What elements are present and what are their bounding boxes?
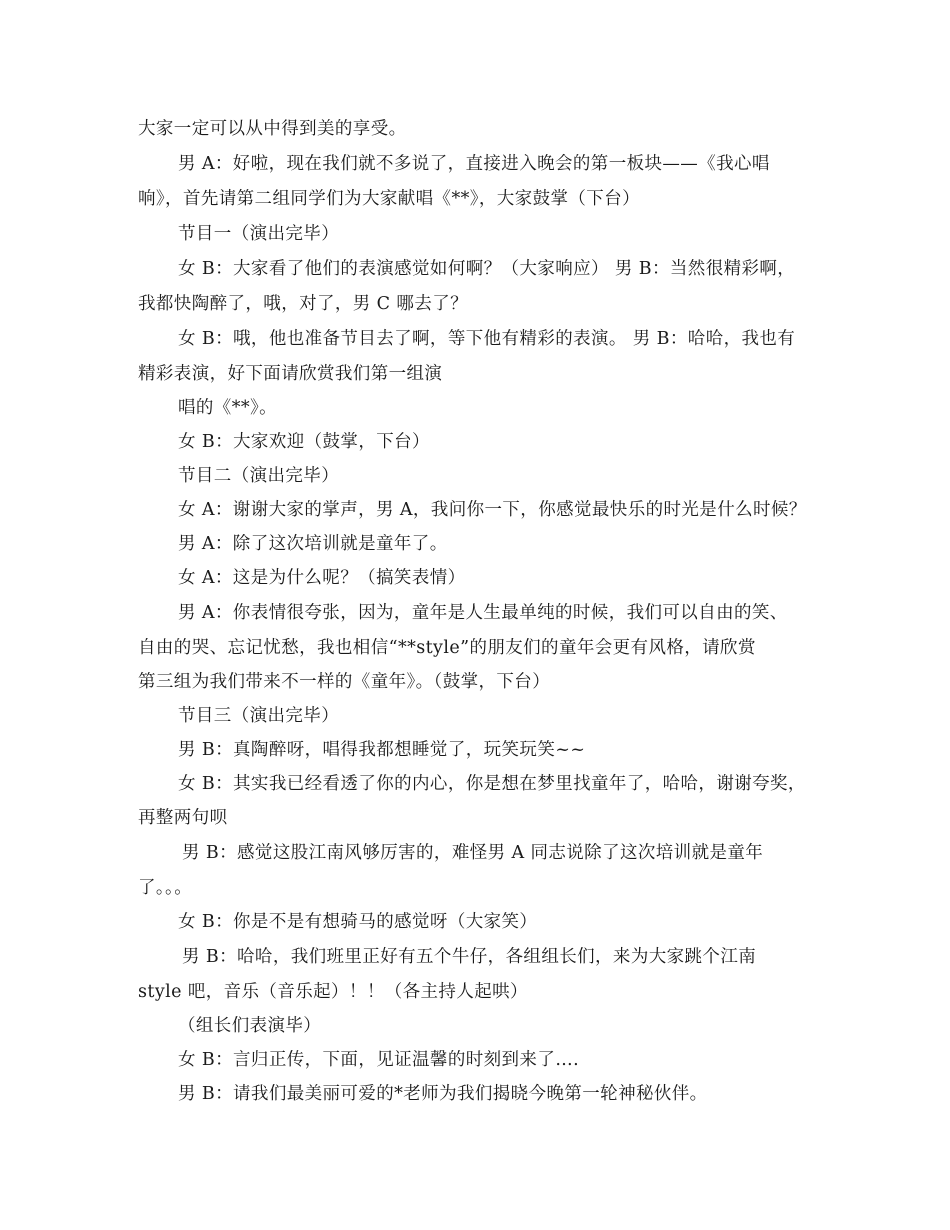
text-line: 女 A：谢谢大家的掌声，男 A，我问你一下，你感觉最快乐的时光是什么时候？	[178, 500, 807, 520]
text-line: 精彩表演，好下面请欣赏我们第一组演	[138, 364, 443, 384]
text-line: 女 A：这是为什么呢？（搞笑表情）	[178, 568, 466, 588]
text-line: 响》，首先请第二组同学们为大家献唱《**》，大家鼓掌（下台）	[138, 189, 640, 209]
text-line: 节目三（演出完毕）	[178, 706, 340, 726]
text-line: 节目一（演出完毕）	[178, 224, 340, 244]
text-line: 大家一定可以从中得到美的享受。	[138, 119, 407, 139]
text-line: 女 B：言归正传，下面，见证温馨的时刻到来了….	[178, 1050, 580, 1070]
text-line: 自由的哭、忘记忧愁，我也相信“**style”的朋友们的童年会更有风格，请欣赏	[138, 638, 756, 658]
text-line: 女 B：哦，他也准备节目去了啊，等下他有精彩的表演。 男 B：哈哈，我也有	[178, 329, 796, 349]
text-line: 女 B：大家欢迎（鼓掌，下台）	[178, 432, 430, 452]
text-line: 我都快陶醉了，哦，对了，男 C 哪去了？	[138, 294, 469, 314]
text-line: 男 B：哈哈，我们班里正好有五个牛仔，各组组长们，来为大家跳个江南	[182, 947, 757, 967]
text-line: 女 B：其实我已经看透了你的内心，你是想在梦里找童年了，哈哈，谢谢夸奖，	[178, 774, 806, 794]
text-line: 再整两句呗	[138, 808, 228, 828]
text-line: 女 B：你是不是有想骑马的感觉呀（大家笑）	[178, 912, 538, 932]
text-line: style 吧，音乐（音乐起）！！（各主持人起哄）	[138, 982, 528, 1002]
text-line: 男 B：真陶醉呀，唱得我都想睡觉了，玩笑玩笑~~	[178, 740, 586, 760]
text-line: 第三组为我们带来不一样的《童年》。（鼓掌，下台）	[138, 672, 551, 692]
text-line: 了。。。	[138, 878, 193, 898]
text-line: 男 B：感觉这股江南风够厉害的，难怪男 A 同志说除了这次培训就是童年	[182, 843, 764, 863]
text-line: 男 B：请我们最美丽可爱的*老师为我们揭晓今晚第一轮神秘伙伴。	[178, 1084, 708, 1104]
text-line: 节目二（演出完毕）	[178, 466, 340, 486]
text-line: （组长们表演毕）	[178, 1016, 322, 1036]
text-line: 唱的《**》。	[178, 398, 278, 418]
text-line: 女 B：大家看了他们的表演感觉如何啊？（大家响应） 男 B：当然很精彩啊，	[178, 259, 796, 279]
text-line: 男 A：你表情很夸张，因为，童年是人生最单纯的时候，我们可以自由的笑、	[178, 603, 788, 623]
text-line: 男 A：除了这次培训就是童年了。	[178, 534, 448, 554]
text-line: 男 A：好啦，现在我们就不多说了，直接进入晚会的第一板块——《我心唱	[178, 154, 770, 174]
